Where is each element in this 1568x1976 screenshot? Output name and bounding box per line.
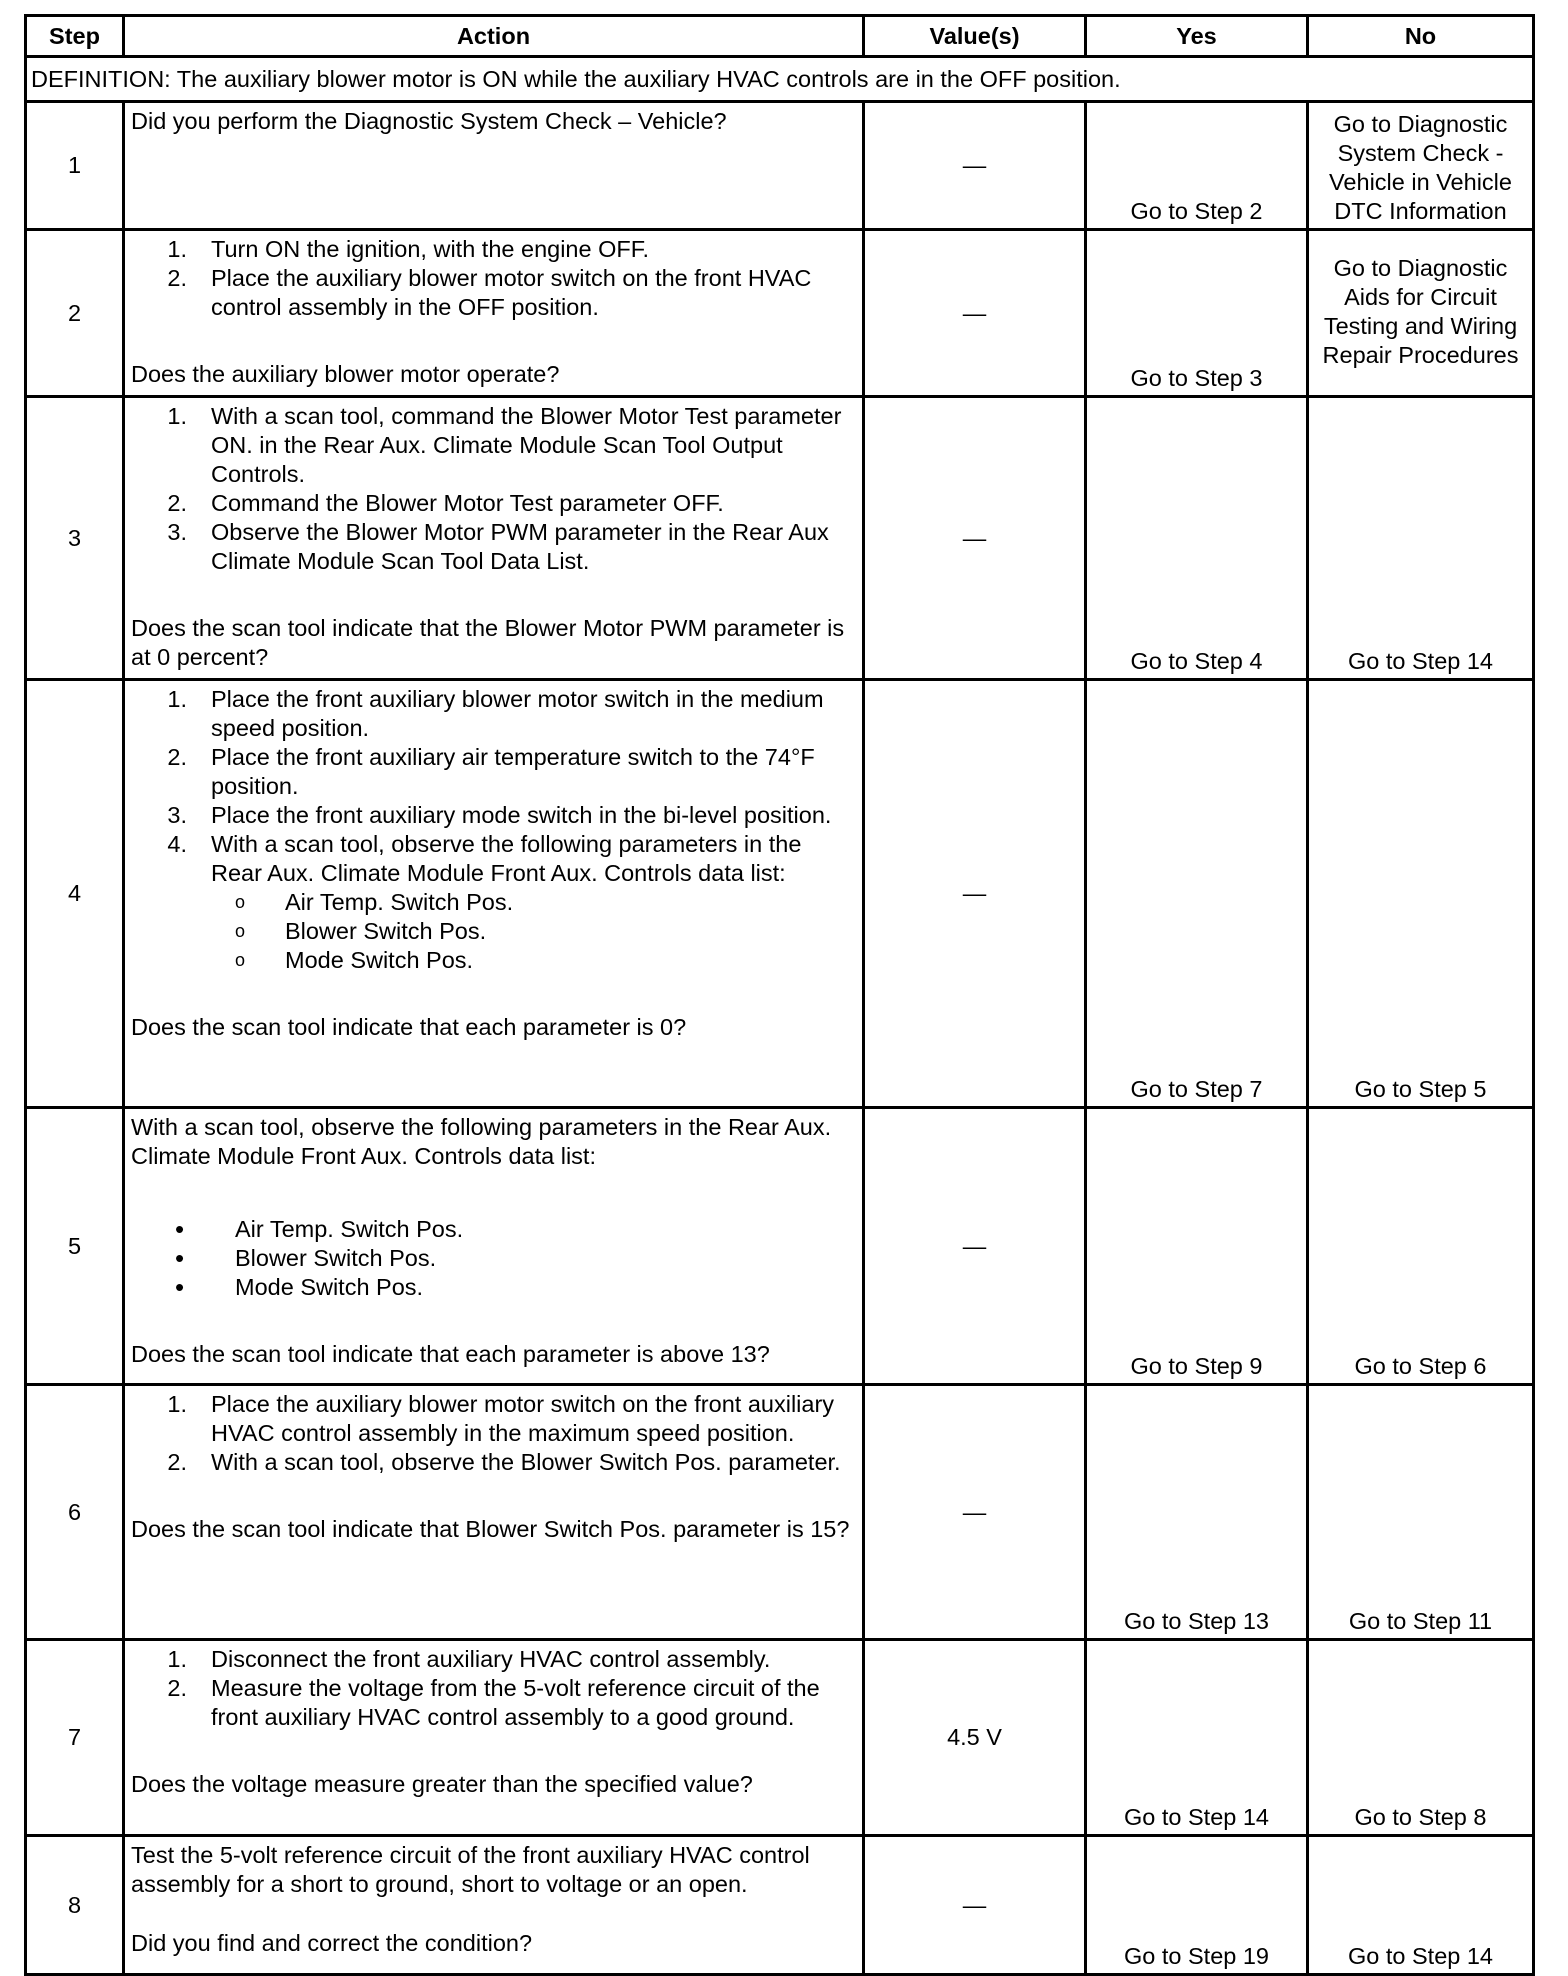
list-item: o Air Temp. Switch Pos. bbox=[235, 889, 514, 915]
value-cell: — bbox=[864, 1108, 1086, 1385]
yes-cell: Go to Step 7 bbox=[1086, 680, 1308, 1108]
list-item: 2. Place the auxiliary blower motor switch on the front HVAC control assembly in the OFF position. bbox=[167, 265, 812, 320]
list-item: 1. Disconnect the front auxiliary HVAC control assembly. bbox=[167, 1646, 771, 1672]
table-row bbox=[26, 397, 1534, 680]
no-cell: Go to Step 14 bbox=[1308, 1836, 1534, 1975]
list-item: 1. Turn ON the ignition, with the engine OFF. bbox=[167, 236, 650, 262]
definition-row bbox=[26, 57, 1534, 102]
yes-cell: Go to Step 13 bbox=[1086, 1385, 1308, 1640]
action-cell bbox=[124, 1108, 864, 1385]
list-item: 2. Command the Blower Motor Test parameter OFF. bbox=[167, 490, 724, 516]
yes-cell: Go to Step 3 bbox=[1086, 230, 1308, 397]
action-steps bbox=[131, 685, 856, 888]
list-item: 1. Place the front auxiliary blower motor switch in the medium speed position. bbox=[167, 686, 824, 741]
yes-cell: Go to Step 9 bbox=[1086, 1108, 1308, 1385]
step-number: 5 bbox=[26, 1108, 124, 1385]
yes-cell: Go to Step 14 bbox=[1086, 1640, 1308, 1836]
value-cell: — bbox=[864, 680, 1086, 1108]
action-cell bbox=[124, 102, 864, 230]
header-values: Value(s) bbox=[864, 16, 1086, 57]
diagnostic-table bbox=[24, 14, 1535, 1976]
action-steps bbox=[131, 402, 856, 576]
table-row bbox=[26, 1836, 1534, 1975]
action-steps bbox=[131, 1390, 856, 1477]
parameter-list bbox=[131, 1215, 856, 1302]
step-number: 3 bbox=[26, 397, 124, 680]
header-step: Step bbox=[26, 16, 124, 57]
step-number: 8 bbox=[26, 1836, 124, 1975]
parameter-list bbox=[131, 888, 856, 975]
action-question: Did you find and correct the condition? bbox=[131, 1930, 533, 1956]
yes-cell: Go to Step 2 bbox=[1086, 102, 1308, 230]
action-question: Does the scan tool indicate that Blower Switch Pos. parameter is 15? bbox=[131, 1516, 850, 1542]
diagnostic-table-page bbox=[24, 14, 1532, 1976]
step-number: 4 bbox=[26, 680, 124, 1108]
action-steps bbox=[131, 235, 856, 322]
list-item: 2. Measure the voltage from the 5-volt reference circuit of the front auxiliary HVAC control assembly to a good ground. bbox=[167, 1675, 820, 1730]
step-number: 7 bbox=[26, 1640, 124, 1836]
yes-cell: Go to Step 4 bbox=[1086, 397, 1308, 680]
action-cell bbox=[124, 1836, 864, 1975]
table-row bbox=[26, 680, 1534, 1108]
no-cell: Go to Step 11 bbox=[1308, 1385, 1534, 1640]
action-question: Does the voltage measure greater than the specified value? bbox=[131, 1771, 753, 1797]
list-item: 4. With a scan tool, observe the following parameters in the Rear Aux. Climate Module Front Aux. Controls data list: bbox=[167, 831, 802, 886]
table-row bbox=[26, 1108, 1534, 1385]
action-question: Does the scan tool indicate that each parameter is above 13? bbox=[131, 1341, 770, 1367]
definition-text: DEFINITION: The auxiliary blower motor is ON while the auxiliary HVAC controls are in the OFF position. bbox=[26, 57, 1534, 102]
list-item: 2. Place the front auxiliary air temperature switch to the 74°F position. bbox=[167, 744, 815, 799]
list-item: 3. Observe the Blower Motor PWM parameter in the Rear Aux Climate Module Scan Tool Data List. bbox=[167, 519, 829, 574]
list-item: o Blower Switch Pos. bbox=[235, 918, 487, 944]
list-item: 1. Place the auxiliary blower motor switch on the front auxiliary HVAC control assembly in the maximum speed position. bbox=[167, 1391, 835, 1446]
header-yes: Yes bbox=[1086, 16, 1308, 57]
table-row bbox=[26, 230, 1534, 397]
no-cell: Go to Step 8 bbox=[1308, 1640, 1534, 1836]
action-cell bbox=[124, 1640, 864, 1836]
header-row bbox=[26, 16, 1534, 57]
list-item: • Mode Switch Pos. bbox=[175, 1272, 424, 1302]
value-cell: — bbox=[864, 230, 1086, 397]
table-row bbox=[26, 1640, 1534, 1836]
value-cell: 4.5 V bbox=[864, 1640, 1086, 1836]
list-item: • Blower Switch Pos. bbox=[175, 1243, 437, 1273]
step-number: 2 bbox=[26, 230, 124, 397]
header-no: No bbox=[1308, 16, 1534, 57]
step-number: 6 bbox=[26, 1385, 124, 1640]
yes-cell: Go to Step 19 bbox=[1086, 1836, 1308, 1975]
action-cell bbox=[124, 397, 864, 680]
action-question: Does the scan tool indicate that each parameter is 0? bbox=[131, 1014, 687, 1040]
no-cell: Go to Diagnostic Aids for Circuit Testing and Wiring Repair Procedures bbox=[1308, 230, 1534, 397]
action-intro: Test the 5-volt reference circuit of the front auxiliary HVAC control assembly for a short to ground, short to voltage or an open. bbox=[131, 1842, 810, 1897]
list-item: • Air Temp. Switch Pos. bbox=[175, 1214, 464, 1244]
action-cell bbox=[124, 680, 864, 1108]
value-cell: — bbox=[864, 1836, 1086, 1975]
value-cell: — bbox=[864, 397, 1086, 680]
list-item: 3. Place the front auxiliary mode switch in the bi-level position. bbox=[167, 802, 832, 828]
header-action: Action bbox=[124, 16, 864, 57]
action-cell bbox=[124, 230, 864, 397]
step-number: 1 bbox=[26, 102, 124, 230]
action-steps bbox=[131, 1645, 856, 1732]
no-cell: Go to Diagnostic System Check - Vehicle in Vehicle DTC Information bbox=[1308, 102, 1534, 230]
action-cell bbox=[124, 1385, 864, 1640]
table-row bbox=[26, 1385, 1534, 1640]
action-question: Did you perform the Diagnostic System Check – Vehicle? bbox=[131, 108, 727, 134]
action-question: Does the auxiliary blower motor operate? bbox=[131, 361, 560, 387]
list-item: 2. With a scan tool, observe the Blower Switch Pos. parameter. bbox=[167, 1449, 841, 1475]
no-cell: Go to Step 14 bbox=[1308, 397, 1534, 680]
action-question: Does the scan tool indicate that the Blower Motor PWM parameter is at 0 percent? bbox=[131, 615, 845, 670]
list-item: o Mode Switch Pos. bbox=[235, 947, 474, 973]
table-row bbox=[26, 102, 1534, 230]
value-cell: — bbox=[864, 1385, 1086, 1640]
no-cell: Go to Step 5 bbox=[1308, 680, 1534, 1108]
value-cell: — bbox=[864, 102, 1086, 230]
no-cell: Go to Step 6 bbox=[1308, 1108, 1534, 1385]
list-item: 1. With a scan tool, command the Blower Motor Test parameter ON. in the Rear Aux. Climate Module Scan Tool Output Controls. bbox=[167, 403, 842, 487]
action-intro: With a scan tool, observe the following parameters in the Rear Aux. Climate Module Front Aux. Controls data list: bbox=[131, 1114, 832, 1169]
